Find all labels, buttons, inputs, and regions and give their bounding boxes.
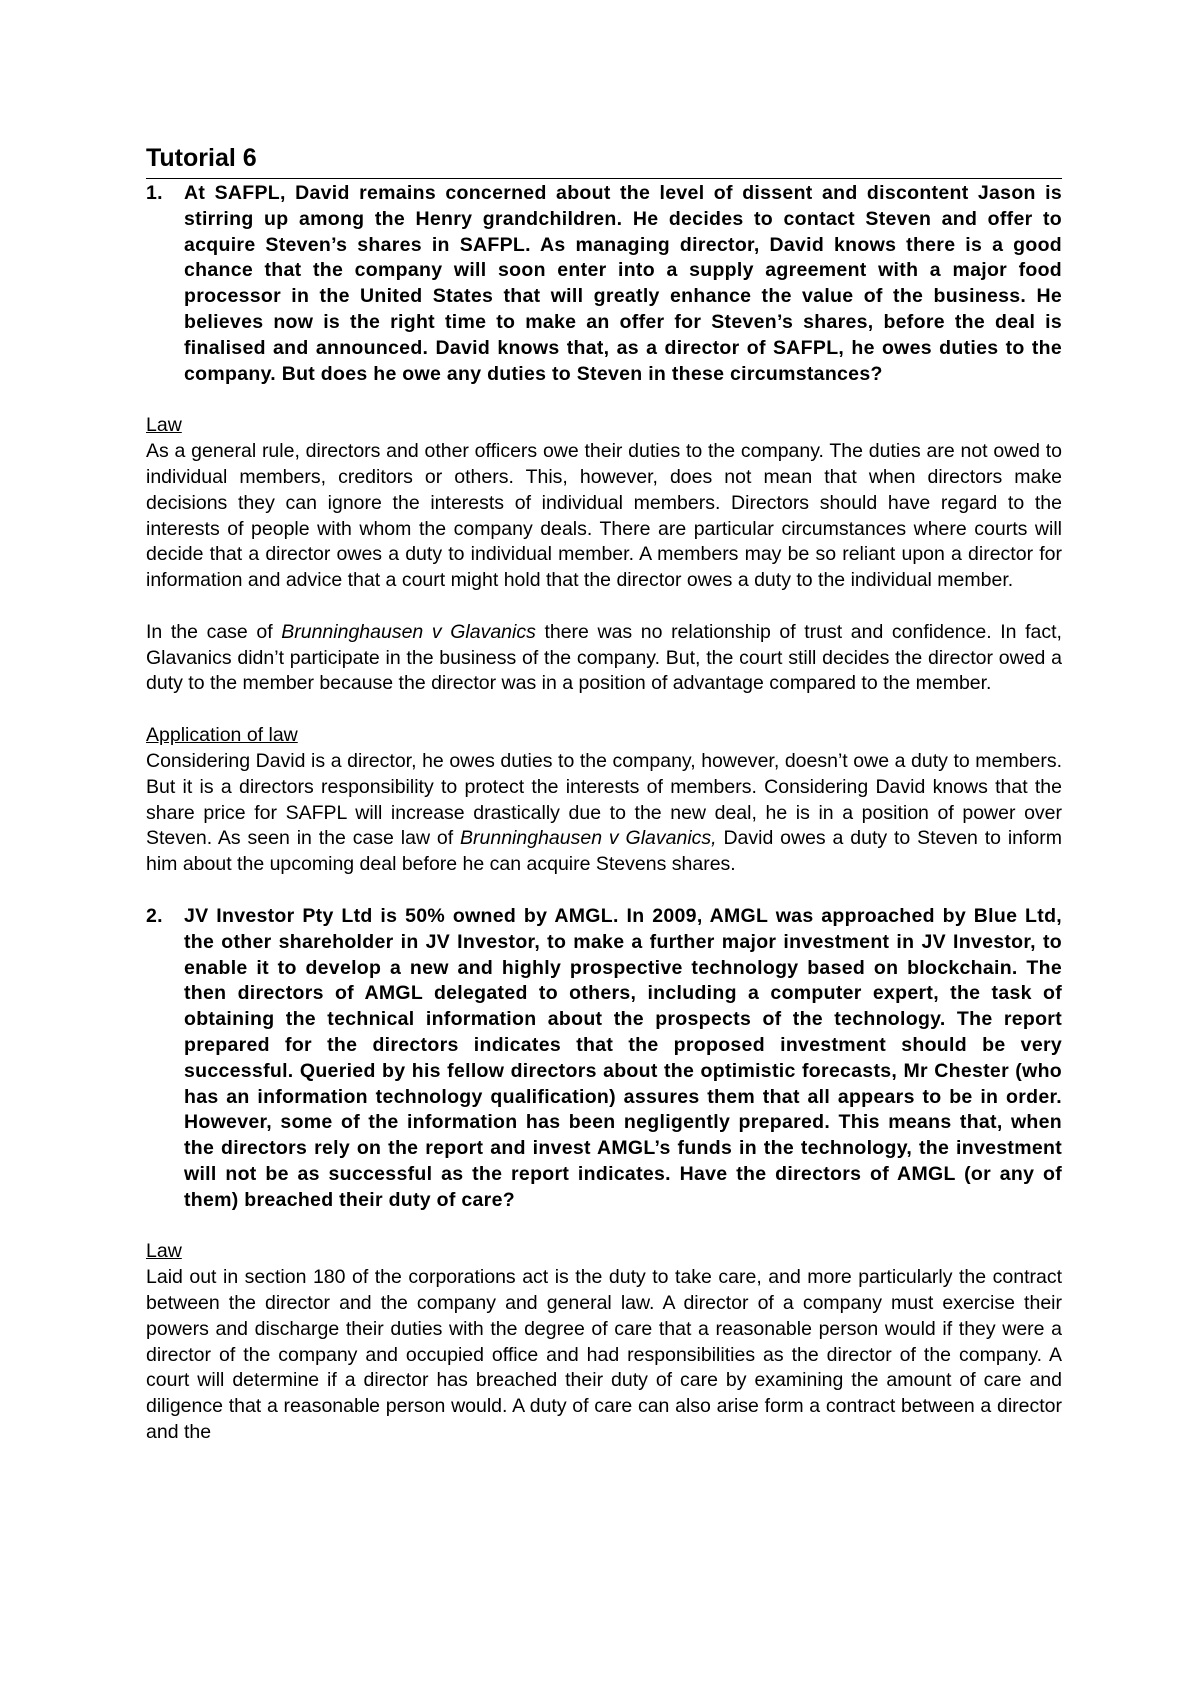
question-1 — [146, 181, 1062, 387]
case-name: Brunninghausen v Glavanics — [281, 620, 536, 643]
text-run: In the case of — [146, 620, 282, 643]
case-name: Brunninghausen v Glavanics, — [460, 827, 717, 850]
question-text: At SAFPL, David remains concerned about the level of dissent and discontent Jason is stirring up among the Henry grandchildren. He decides to contact Steven and offer to acquire Steven’s shares in SAFPL. As managing director, David knows there is a good chance that the company will soon enter into a supply agreement with a major food processor in the United States that will greatly enhance the value of the business. He believes now is the right time to make an offer for Steven’s shares, before the deal is finalised and announced. David knows that, as a director of SAFPL, he owes duties to the company. But does he owe any duties to Steven in these circumstances? — [184, 182, 1062, 385]
section-heading-law: Law — [146, 414, 182, 437]
section-heading-application: Application of law — [146, 724, 298, 747]
application-paragraph — [146, 749, 1062, 878]
section-heading-law: Law — [146, 1240, 182, 1263]
question-number: 2. — [146, 904, 163, 927]
question-2 — [146, 904, 1062, 1214]
question-text: JV Investor Pty Ltd is 50% owned by AMGL. In 2009, AMGL was approached by Blue Ltd, the other shareholder in JV Investor, to make a further major investment in JV Investor, to enable it to develop a new and highly prospective technology based on blockchain. The then directors of AMGL delegated to others, including a computer expert, the task of obtaining the technical information about the prospects of the technology. The report prepared for the directors indicates that the proposed investment should be very successful. Queried by his fellow directors about the optimistic forecasts, Mr Chester (who has an information technology qualification) assures them that all appears to be in order. However, some of the information has been negligently prepared. This means that, when the directors rely on the report and invest AMGL’s funds in the technology, the investment will not be as successful as the report indicates. Have the directors of AMGL (or any of them) breached their duty of care? — [184, 904, 1062, 1211]
case-paragraph — [146, 620, 1062, 697]
page-title: Tutorial 6 — [146, 140, 1062, 179]
text-run: there was no relationship of trust and confidence. In fact, Glavanics didn’t participate in the business of the company. But, the court still decides the director owed a duty to the member because the director was in a position of advantage compared to the member. — [146, 620, 1062, 695]
question-number: 1. — [146, 182, 163, 204]
text-run: Considering David is a director, he owes duties to the company, however, doesn’t owe a duty to members. But it is a directors responsibility to protect the interests of members. Considering David knows that the share price for SAFPL will increase drastically due to the new deal, he is in a position of power over Steven. As seen in the case law of — [146, 749, 1062, 850]
text-run: David owes a duty to Steven to inform him about the upcoming deal before he can acquire Stevens shares. — [146, 827, 1062, 876]
document-page — [146, 140, 1062, 1446]
law-paragraph: Laid out in section 180 of the corporations act is the duty to take care, and more particularly the contract between the director and the company and general law. A director of a company must exercise their powers and discharge their duties with the degree of care that a reasonable person would if they were a director of the company and occupied office and had responsibilities as the director of the company. A court will determine if a director has breached their duty of care by examining the amount of care and diligence that a reasonable person would. A duty of care can also arise form a contract between a director and the — [146, 1266, 1062, 1444]
law-paragraph: As a general rule, directors and other officers owe their duties to the company. The duties are not owed to individual members, creditors or others. This, however, does not mean that when directors make decisions they can ignore the interests of individual members. Directors should have regard to the interests of people with whom the company deals. There are particular circumstances where courts will decide that a director owes a duty to individual member. A members may be so reliant upon a director for information and advice that a court might hold that the director owes a duty to the individual member. — [146, 440, 1062, 592]
